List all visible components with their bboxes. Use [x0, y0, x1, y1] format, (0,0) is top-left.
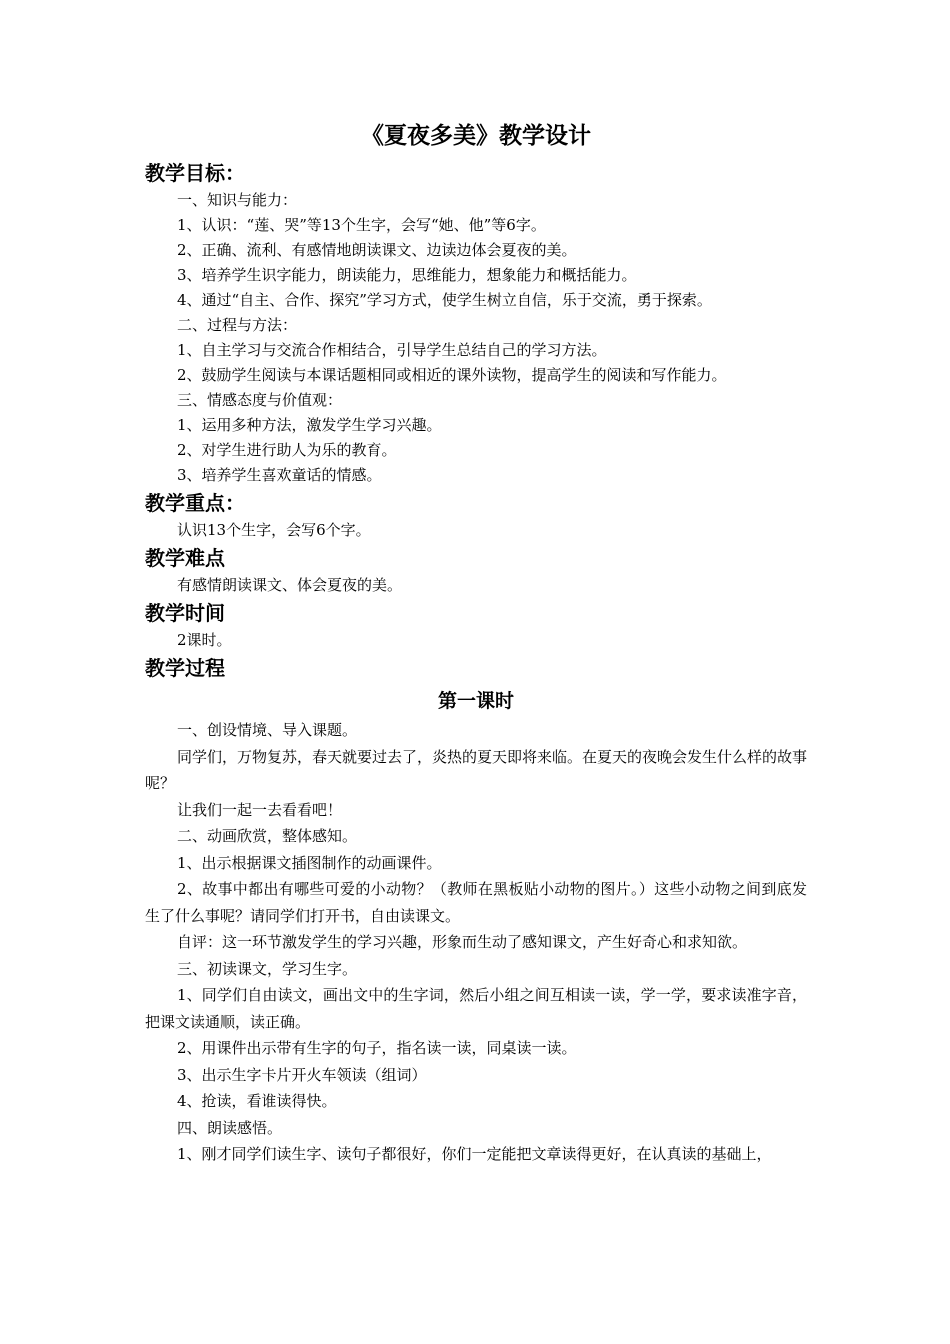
- process-line: 4、抢读，看谁读得快。: [177, 1092, 337, 1110]
- focus-text: 认识13个生字，会写6个字。: [177, 521, 371, 539]
- goals-line: 1、运用多种方法，激发学生学习兴趣。: [177, 416, 442, 434]
- process-line: 三、初读课文，学习生字。: [177, 959, 358, 978]
- process-line: 2、用课件出示带有生字的句子，指名读一读，同桌读一读。: [177, 1039, 577, 1057]
- goals-line: 1、自主学习与交流合作相结合，引导学生总结自己的学习方法。: [177, 341, 607, 359]
- process-line: 一、创设情境、导入课题。: [177, 721, 358, 739]
- time-text: 2课时。: [177, 631, 232, 649]
- goals-line: 一、知识与能力：: [177, 191, 298, 209]
- goals-line: 三、情感态度与价值观：: [177, 391, 343, 409]
- process-line: 四、朗读感悟。: [177, 1118, 283, 1137]
- process-line: 同学们，万物复苏，春天就要过去了，炎热的夏天即将来临。在夏天的夜晚会发生什么样的故事呢？: [145, 747, 808, 792]
- process-line: 1、刚才同学们读生字、读句子都很好，你们一定能把文章读得更好，在认真读的基础上，: [177, 1145, 772, 1163]
- process-line: 自评：这一环节激发学生的学习兴趣，形象而生动了感知课文，产生好奇心和求知欲。: [177, 933, 748, 951]
- goals-line: 二、过程与方法：: [177, 316, 298, 334]
- process-line: 3、出示生字卡片开火车领读（组词）: [177, 1065, 427, 1084]
- difficulty-heading: 教学难点: [145, 546, 225, 570]
- document-body: [145, 118, 807, 1168]
- difficulty-text: 有感情朗读课文、体会夏夜的美。: [177, 576, 403, 594]
- process-line: 让我们一起一去看看吧！: [177, 800, 343, 819]
- goals-line: 2、对学生进行助人为乐的教育。: [177, 441, 397, 459]
- process-line: 1、同学们自由读文，画出文中的生字词，然后小组之间互相读一读，学一学，要求读准字音，把课文读通顺，读正确。: [145, 986, 807, 1031]
- focus-heading: 教学重点：: [145, 491, 245, 515]
- lesson-title: 第一课时: [437, 690, 514, 712]
- process-line: 二、动画欣赏，整体感知。: [177, 827, 358, 845]
- goals-line: 4、通过“自主、合作、探究”学习方式，使学生树立自信，乐于交流，勇于探索。: [177, 291, 712, 309]
- goals-line: 3、培养学生喜欢童话的情感。: [177, 466, 382, 484]
- goals-heading: 教学目标：: [145, 161, 245, 185]
- process-heading: 教学过程: [145, 656, 225, 680]
- document-title: 《夏夜多美》教学设计: [361, 123, 591, 149]
- goals-line: 1、认识：“莲、哭”等13个生字，会写“她、他”等6字。: [177, 216, 546, 234]
- goals-line: 2、鼓励学生阅读与本课话题相同或相近的课外读物，提高学生的阅读和写作能力。: [177, 366, 727, 384]
- goals-line: 3、培养学生识字能力，朗读能力，思维能力，想象能力和概括能力。: [177, 266, 637, 284]
- goals-line: 2、正确、流利、有感情地朗读课文、边读边体会夏夜的美。: [177, 241, 577, 259]
- process-line: 1、出示根据课文插图制作的动画课件。: [177, 853, 442, 872]
- process-line: 2、故事中都出有哪些可爱的小动物？（教师在黑板贴小动物的图片。）这些小动物之间到底发生了什么事呢？请同学们打开书，自由读课文。: [145, 880, 807, 925]
- time-heading: 教学时间: [145, 601, 225, 625]
